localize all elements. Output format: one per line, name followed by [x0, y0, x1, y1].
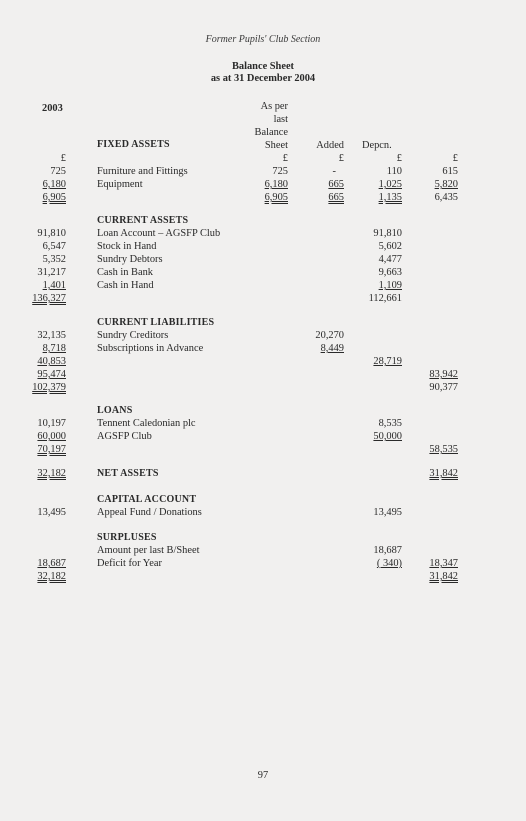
net-assets-total: 31,842	[429, 468, 458, 479]
ca-value: 4,477	[378, 254, 402, 265]
current-liabilities-heading: CURRENT LIABILITIES	[97, 317, 215, 328]
prev-currency: £	[60, 153, 66, 164]
total-currency: £	[452, 153, 458, 164]
fixed-total-total: 6,435	[434, 192, 458, 203]
capital-value: 13,495	[373, 507, 402, 518]
ca-value: 1,109	[378, 280, 402, 291]
ca-label: Sundry Debtors	[97, 254, 163, 265]
surplus-value: 18,687	[373, 545, 402, 556]
depcn-header: Depcn.	[362, 140, 392, 151]
loan-value: 8,535	[378, 418, 402, 429]
balance-header-line4: Sheet	[264, 140, 288, 151]
depcn-currency: £	[396, 153, 402, 164]
ca-total: 112,661	[368, 293, 402, 304]
balance-header-line3: Balance	[254, 127, 288, 138]
loans-total-prev: 70,197	[37, 444, 66, 455]
cl-subtotal: 28,719	[373, 356, 402, 367]
ca-prev: 6,547	[42, 241, 66, 252]
surplus-total: 18,347	[429, 558, 458, 569]
fixed-assets-heading: FIXED ASSETS	[97, 139, 170, 150]
ca-prev: 31,217	[37, 267, 66, 278]
loan-prev: 60,000	[37, 431, 66, 442]
cl-value: 20,270	[315, 330, 344, 341]
fixed-depcn: 110	[386, 166, 402, 177]
net-assets-prev: 32,182	[37, 468, 66, 479]
fixed-total-prev: 6,905	[42, 192, 66, 203]
fixed-total-balance: 6,905	[264, 192, 288, 203]
surplus-prev: 18,687	[37, 558, 66, 569]
fixed-added: -	[332, 166, 336, 177]
fixed-label: Equipment	[97, 179, 143, 190]
ca-label: Loan Account – AGSFP Club	[97, 228, 221, 239]
cl-net: 83,942	[429, 369, 458, 380]
ca-prev: 1,401	[42, 280, 66, 291]
fixed-total-added: 665	[328, 192, 344, 203]
loans-total: 58,535	[429, 444, 458, 455]
page-subtitle: as at 31 December 2004	[210, 73, 316, 84]
loan-prev: 10,197	[37, 418, 66, 429]
fixed-total-depcn: 1,135	[378, 192, 402, 203]
fixed-label: Furniture and Fittings	[97, 166, 188, 177]
fixed-depcn: 1,025	[378, 179, 402, 190]
year-header: 2003	[42, 103, 63, 114]
capital-prev: 13,495	[37, 507, 66, 518]
ca-prev: 91,810	[37, 228, 66, 239]
cl-net-prev: 95,474	[37, 369, 66, 380]
cl-grand: 90,377	[429, 382, 458, 393]
ca-label: Stock in Hand	[97, 241, 157, 252]
added-currency: £	[338, 153, 344, 164]
capital-account-heading: CAPITAL ACCOUNT	[97, 494, 197, 505]
cl-label: Subscriptions in Advance	[97, 343, 204, 354]
capital-label: Appeal Fund / Donations	[97, 507, 202, 518]
loan-label: AGSFP Club	[97, 431, 152, 442]
cl-prev: 32,135	[37, 330, 66, 341]
fixed-total: 615	[442, 166, 458, 177]
fixed-balance: 6,180	[264, 179, 288, 190]
balance-header-line2: last	[273, 114, 288, 125]
added-header: Added	[316, 140, 344, 151]
ca-value: 9,663	[378, 267, 402, 278]
ca-value: 5,602	[378, 241, 402, 252]
loan-label: Tennent Caledonian plc	[97, 418, 196, 429]
cl-prev: 8,718	[42, 343, 66, 354]
fixed-total: 5,820	[434, 179, 458, 190]
ca-value: 91,810	[373, 228, 402, 239]
current-assets-heading: CURRENT ASSETS	[97, 215, 189, 226]
balance-header-line1: As per	[260, 101, 288, 112]
loan-value: 50,000	[373, 431, 402, 442]
balance-currency: £	[282, 153, 288, 164]
page-number: 97	[257, 770, 269, 781]
surpluses-heading: SURPLUSES	[97, 532, 157, 543]
cl-grand-prev: 102,379	[32, 382, 66, 393]
loans-heading: LOANS	[97, 405, 133, 416]
page-title: Balance Sheet	[231, 61, 295, 72]
cl-label: Sundry Creditors	[97, 330, 169, 341]
net-assets-heading: NET ASSETS	[97, 468, 159, 479]
fixed-added: 665	[328, 179, 344, 190]
ca-prev: 5,352	[42, 254, 66, 265]
surplus-total-prev: 32,182	[37, 571, 66, 582]
section-title: Former Pupils' Club Section	[205, 34, 321, 45]
surplus-total-total: 31,842	[429, 571, 458, 582]
fixed-prev: 725	[50, 166, 66, 177]
cl-value: 8,449	[320, 343, 344, 354]
fixed-balance: 725	[272, 166, 288, 177]
surplus-value: ( 340)	[376, 558, 402, 569]
ca-label: Cash in Hand	[97, 280, 154, 291]
surplus-label: Deficit for Year	[97, 558, 162, 569]
surplus-label: Amount per last B/Sheet	[97, 545, 200, 556]
ca-total-prev: 136,327	[32, 293, 66, 304]
ca-label: Cash in Bank	[97, 267, 153, 278]
cl-subtotal-prev: 40,853	[37, 356, 66, 367]
fixed-prev: 6,180	[42, 179, 66, 190]
